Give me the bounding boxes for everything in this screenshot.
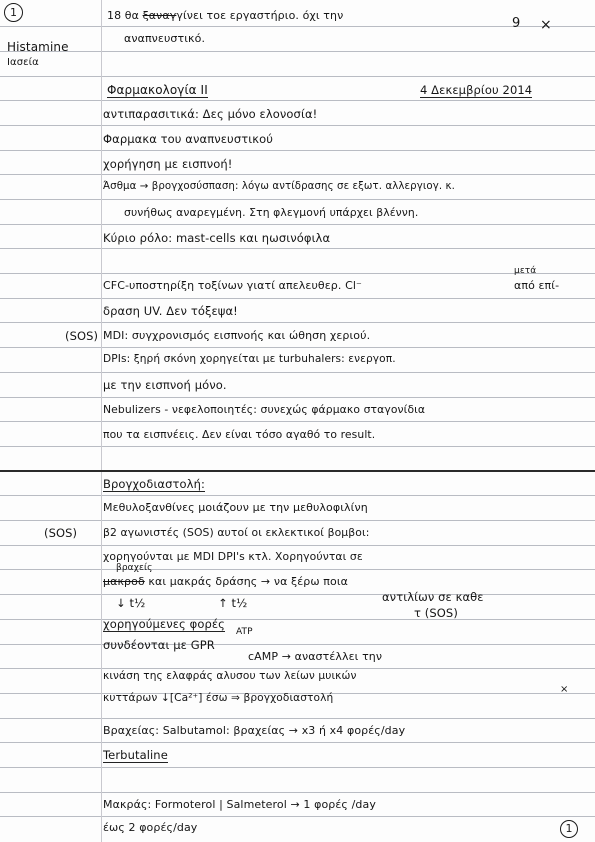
ruled-line <box>0 792 595 793</box>
ruled-line <box>0 76 595 77</box>
text-line: cAMP → αναστέλλει την <box>248 650 383 663</box>
ruled-line <box>0 51 595 52</box>
text-line: β2 αγωνιστές (SOS) αυτοί οι εκλεκτικοί βομβοι: <box>103 526 370 539</box>
ruled-line <box>0 224 595 225</box>
text-line: έως 2 φορές/day <box>103 821 198 834</box>
ruled-line <box>0 26 595 27</box>
date: 4 Δεκεμβρίου 2014 <box>420 83 533 97</box>
page-number-circle: 1 <box>4 3 23 22</box>
ruled-line <box>0 495 595 496</box>
ruled-line <box>0 545 595 546</box>
text-line: αντιλίων σε καθε <box>382 590 484 604</box>
text-line: χορηγούμενες φορές <box>103 617 226 631</box>
text-line-above: βραχείς <box>116 563 153 573</box>
text-line: Μεθυλοξανθίνες μοιάζουν με την μεθυλοφιλίνη <box>103 501 368 514</box>
page-title: Φαρμακολογία ΙΙ <box>107 83 208 97</box>
margin-note-iaseia: Ιασεία <box>7 57 39 68</box>
text-line: από επί- <box>514 279 560 292</box>
ruled-line <box>0 520 595 521</box>
ruled-line <box>0 347 595 348</box>
ruled-line <box>0 248 595 249</box>
ruled-line <box>0 569 595 570</box>
text-line: Terbutaline <box>103 748 168 762</box>
text-line: MDI: συγχρονισμός εισπνοής και ώθηση χεριού. <box>103 329 371 342</box>
top-mark-x: × <box>540 17 552 33</box>
text-line: ↑ t½ <box>218 596 248 610</box>
top-note-line2: αναπνευστικό. <box>124 32 206 45</box>
text-line: CFC-υποστηρίξη τοξίνων γιατί απελευθερ. Cl⁻ <box>103 279 362 292</box>
ruled-line <box>0 668 595 669</box>
ruled-line <box>0 619 595 620</box>
text-line: μακροδ και μακράς δράσης → να ξέρω ποια <box>103 575 349 588</box>
ruled-line <box>0 199 595 200</box>
section-title: Βρογχοδιαστολή: <box>103 477 205 491</box>
ruled-line <box>0 594 595 595</box>
text-line-above: μετά <box>514 266 537 276</box>
ruled-line <box>0 150 595 151</box>
margin-note-histamine: Histamine <box>7 40 69 54</box>
text-line: δραση UV. Δεν τόξεψα! <box>103 304 238 318</box>
text-line: Άσθμα → βρογχοσύσπαση: λόγω αντίδρασης σε εξωτ. αλλεργιογ. κ. <box>103 181 455 192</box>
ruled-line <box>0 397 595 398</box>
text-line: DPIs: ξηρή σκόνη χορηγείται με turbuhalers: ενεργοπ. <box>103 353 396 365</box>
top-mark-number: 9 <box>512 16 521 31</box>
text-line: χορηγούνται με MDI DPI's κτλ. Χορηγούνται σε <box>103 550 363 563</box>
text-line: συνδέονται με GPR <box>103 638 215 652</box>
text-line: συνήθως αναρεγμένη. Στη φλεγμονή υπάρχει βλέννη. <box>124 206 419 219</box>
text-line: Μακράς: Formoterol | Salmeterol → 1 φορές /day <box>103 798 376 811</box>
ruled-line <box>0 421 595 422</box>
ruled-line <box>0 174 595 175</box>
sos-margin-note: (SOS) <box>44 526 78 540</box>
text-line-above: ATP <box>236 627 253 637</box>
ruled-line <box>0 742 595 743</box>
ruled-line <box>0 644 595 645</box>
ruled-line <box>0 125 595 126</box>
footer-page-circle: 1 <box>560 820 578 838</box>
ruled-line <box>0 718 595 719</box>
text-line: αντιπαρασιτικά: Δες μόνο ελονοσία! <box>103 107 318 121</box>
ruled-line <box>0 298 595 299</box>
text-line: που τα εισπνέεις. Δεν είναι τόσο αγαθό το result. <box>103 428 376 441</box>
sos-margin-note: (SOS) <box>65 329 99 343</box>
text-line: Βραχείας: Salbutamol: βραχείας → x3 ή x4 φορές/day <box>103 724 406 737</box>
text-line: κυττάρων ↓[Ca²⁺] έσω ⇒ βρογχοδιαστολή <box>103 692 334 704</box>
text-line: Κύριο ρόλο: mast-cells και ηωσινόφιλα <box>103 231 331 245</box>
section-separator <box>0 470 595 472</box>
ruled-line <box>0 273 595 274</box>
text-line: τ (SOS) <box>414 606 458 620</box>
ruled-line <box>0 372 595 373</box>
text-line: Φαρμακα του αναπνευστικού <box>103 132 273 146</box>
text-line: Nebulizers - νεφελοποιητές: συνεχώς φάρμακο σταγονίδια <box>103 403 426 416</box>
ruled-line <box>0 446 595 447</box>
ruled-line <box>0 322 595 323</box>
text-line: κινάση της ελαφράς αλυσου των λείων μυικών <box>103 670 357 682</box>
x-mark: × <box>560 684 569 695</box>
ruled-line <box>0 100 595 101</box>
text-line: ↓ t½ <box>116 596 146 610</box>
ruled-line <box>0 767 595 768</box>
margin-line <box>101 0 102 842</box>
text-line: χορήγηση με εισπνοή! <box>103 157 233 171</box>
ruled-line <box>0 816 595 817</box>
text-line: με την εισπνοή μόνο. <box>103 378 227 392</box>
top-note-line1: 18 θα ξαναγγίνει τοε εργαστήριο. όχι την <box>107 9 344 22</box>
